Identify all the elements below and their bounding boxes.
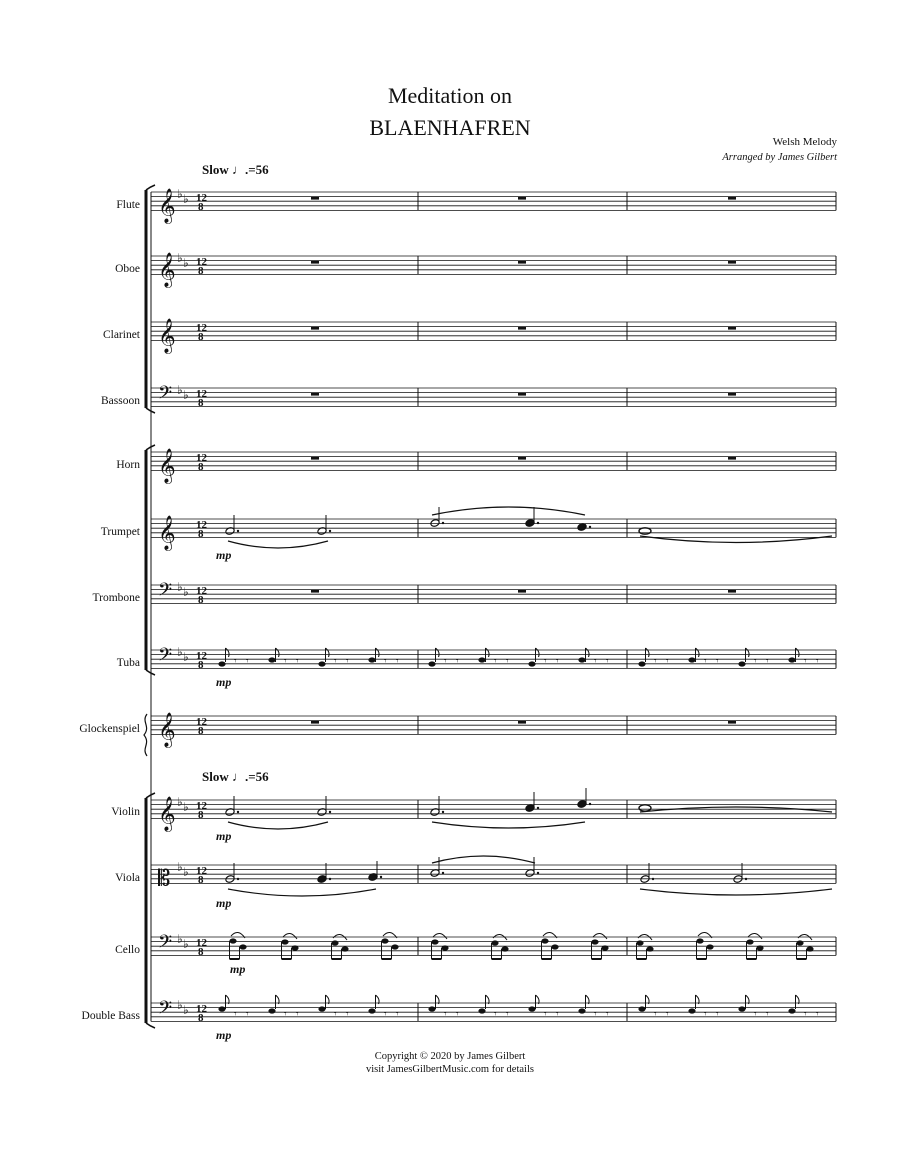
slur xyxy=(432,822,585,828)
flat-icon: ♭ xyxy=(177,580,183,594)
note-head xyxy=(796,940,803,945)
time-signature-top: 12 xyxy=(196,192,207,204)
eighth-rest-icon: 𝄾 xyxy=(384,656,387,667)
bass-clef-icon: 𝄢 xyxy=(158,383,173,408)
eighth-rest-icon: 𝄾 xyxy=(594,656,597,667)
augmentation-dot xyxy=(442,872,444,874)
augmentation-dot xyxy=(537,872,539,874)
whole-rest xyxy=(518,457,526,460)
note-head xyxy=(441,945,448,950)
eighth-rest-icon: 𝄾 xyxy=(716,656,719,667)
augmentation-dot xyxy=(537,522,539,524)
augmentation-dot xyxy=(652,878,654,880)
eighth-rest-icon: 𝄾 xyxy=(654,656,657,667)
time-signature-bottom: 8 xyxy=(198,461,204,473)
note-head xyxy=(788,1008,795,1013)
slur xyxy=(593,933,607,939)
note-head xyxy=(268,657,275,662)
note-flag xyxy=(486,648,490,657)
note-flag xyxy=(586,648,590,657)
note-head xyxy=(478,657,485,662)
flat-icon: ♭ xyxy=(183,585,189,599)
instrument-label-clarinet: Clarinet xyxy=(102,329,140,341)
note-head xyxy=(646,946,653,951)
note-head xyxy=(391,944,398,949)
eighth-rest-icon: 𝄾 xyxy=(396,1009,399,1020)
note-head xyxy=(331,940,338,945)
tempo-bpm: =56 xyxy=(248,162,269,177)
note-head xyxy=(341,946,348,951)
flat-icon: ♭ xyxy=(183,388,189,402)
tempo-label: Slow xyxy=(202,769,229,784)
eighth-rest-icon: 𝄾 xyxy=(766,656,769,667)
slur xyxy=(432,507,585,515)
eighth-rest-icon: 𝄾 xyxy=(296,1009,299,1020)
treble-clef-icon: 𝄞 xyxy=(158,448,176,484)
eighth-rest-icon: 𝄾 xyxy=(494,1009,497,1020)
augmentation-dot xyxy=(589,803,591,805)
time-signature-bottom: 8 xyxy=(198,201,204,213)
note-head xyxy=(756,945,763,950)
note-head xyxy=(268,1008,275,1013)
whole-rest xyxy=(311,457,319,460)
eighth-rest-icon: 𝄾 xyxy=(456,1009,459,1020)
eighth-rest-icon: 𝄾 xyxy=(556,1009,559,1020)
whole-rest xyxy=(518,261,526,264)
note-flag xyxy=(376,648,380,657)
treble-clef-icon: 𝄞 xyxy=(158,515,176,551)
flat-icon: ♭ xyxy=(177,645,183,659)
whole-rest xyxy=(518,327,526,330)
eighth-rest-icon: 𝄾 xyxy=(544,656,547,667)
time-signature-top: 12 xyxy=(196,1003,207,1015)
eighth-rest-icon: 𝄾 xyxy=(754,1009,757,1020)
note-flag xyxy=(796,648,800,657)
dynamic-mark: mp xyxy=(216,829,232,843)
bass-clef-icon: 𝄢 xyxy=(158,580,173,605)
time-signature-bottom: 8 xyxy=(198,946,204,958)
flat-icon: ♭ xyxy=(177,860,183,874)
note-head xyxy=(291,945,298,950)
augmentation-dot xyxy=(329,811,331,813)
instrument-label-trombone: Trombone xyxy=(92,592,140,604)
eighth-rest-icon: 𝄾 xyxy=(296,656,299,667)
note-head xyxy=(431,939,438,944)
note-head xyxy=(601,945,608,950)
slur xyxy=(228,541,328,548)
note-head xyxy=(368,1008,375,1013)
whole-rest xyxy=(728,261,736,264)
eighth-rest-icon: 𝄾 xyxy=(754,656,757,667)
augmentation-dot xyxy=(745,878,747,880)
time-signature-top: 12 xyxy=(196,865,207,877)
instrument-label-violin: Violin xyxy=(111,806,140,818)
flat-icon: ♭ xyxy=(177,187,183,201)
augmentation-dot xyxy=(237,878,239,880)
time-signature-bottom: 8 xyxy=(198,659,204,671)
eighth-rest-icon: 𝄾 xyxy=(346,656,349,667)
note-head xyxy=(541,938,548,943)
eighth-rest-icon: 𝄾 xyxy=(606,1009,609,1020)
eighth-rest-icon: 𝄾 xyxy=(234,656,237,667)
composer-credit: Welsh Melody xyxy=(772,136,837,148)
augmentation-dot xyxy=(237,530,239,532)
dynamic-mark: mp xyxy=(216,1028,232,1042)
note-head xyxy=(428,661,435,666)
flat-icon: ♭ xyxy=(177,932,183,946)
note-head xyxy=(578,657,585,662)
instrument-label-trumpet: Trumpet xyxy=(100,526,140,538)
eighth-rest-icon: 𝄾 xyxy=(444,1009,447,1020)
bracket-strings-bottom xyxy=(146,1023,155,1028)
slur xyxy=(640,536,832,543)
note-head xyxy=(738,1006,745,1011)
eighth-rest-icon: 𝄾 xyxy=(246,1009,249,1020)
eighth-rest-icon: 𝄾 xyxy=(334,656,337,667)
note-head xyxy=(746,939,753,944)
eighth-rest-icon: 𝄾 xyxy=(456,656,459,667)
flat-icon: ♭ xyxy=(183,1003,189,1017)
eighth-rest-icon: 𝄾 xyxy=(284,656,287,667)
augmentation-dot xyxy=(537,807,539,809)
time-signature-bottom: 8 xyxy=(198,1012,204,1024)
dynamic-mark: mp xyxy=(230,962,246,976)
whole-rest xyxy=(311,197,319,200)
flat-icon: ♭ xyxy=(183,937,189,951)
time-signature-top: 12 xyxy=(196,256,207,268)
note-flag xyxy=(646,648,650,657)
augmentation-dot xyxy=(589,526,591,528)
eighth-rest-icon: 𝄾 xyxy=(716,1009,719,1020)
eighth-rest-icon: 𝄾 xyxy=(606,656,609,667)
eighth-rest-icon: 𝄾 xyxy=(704,656,707,667)
time-signature-bottom: 8 xyxy=(198,725,204,737)
note-head xyxy=(218,1006,225,1011)
website-text: visit JamesGilbertMusic.com for details xyxy=(366,1064,534,1075)
footer xyxy=(0,1050,900,1076)
time-signature-top: 12 xyxy=(196,800,207,812)
instrument-label-horn: Horn xyxy=(116,459,140,471)
augmentation-dot xyxy=(329,878,331,880)
eighth-rest-icon: 𝄾 xyxy=(816,1009,819,1020)
eighth-rest-icon: 𝄾 xyxy=(284,1009,287,1020)
whole-rest xyxy=(728,197,736,200)
slur xyxy=(748,933,762,939)
arranger-credit: Arranged by James Gilbert xyxy=(722,152,837,163)
tempo-label: Slow xyxy=(202,162,229,177)
whole-rest xyxy=(311,261,319,264)
note-head xyxy=(806,946,813,951)
eighth-rest-icon: 𝄾 xyxy=(804,1009,807,1020)
instrument-label-bassoon: Bassoon xyxy=(101,395,140,407)
eighth-rest-icon: 𝄾 xyxy=(506,1009,509,1020)
time-signature-top: 12 xyxy=(196,519,207,531)
time-signature-top: 12 xyxy=(196,650,207,662)
eighth-rest-icon: 𝄾 xyxy=(816,656,819,667)
eighth-rest-icon: 𝄾 xyxy=(494,656,497,667)
flat-icon: ♭ xyxy=(177,251,183,265)
whole-rest xyxy=(311,393,319,396)
flat-icon: ♭ xyxy=(183,800,189,814)
note-flag xyxy=(226,648,230,657)
eighth-rest-icon: 𝄾 xyxy=(234,1009,237,1020)
time-signature-top: 12 xyxy=(196,585,207,597)
time-signature-top: 12 xyxy=(196,322,207,334)
eighth-rest-icon: 𝄾 xyxy=(444,656,447,667)
note-head xyxy=(578,1008,585,1013)
note-head xyxy=(638,1006,645,1011)
instrument-label-viola: Viola xyxy=(115,872,140,884)
note-head xyxy=(491,940,498,945)
slur xyxy=(433,933,447,939)
eighth-rest-icon: 𝄾 xyxy=(396,656,399,667)
note-head xyxy=(528,661,535,666)
flat-icon: ♭ xyxy=(183,650,189,664)
time-signature-top: 12 xyxy=(196,452,207,464)
flat-icon: ♭ xyxy=(183,256,189,270)
slur xyxy=(228,889,376,896)
bass-clef-icon: 𝄢 xyxy=(158,932,173,957)
instrument-label-flute: Flute xyxy=(116,199,140,211)
alto-clef-icon: 𝄡 xyxy=(158,866,171,892)
treble-clef-icon: 𝄞 xyxy=(158,252,176,288)
note-head xyxy=(368,657,375,662)
whole-rest xyxy=(311,590,319,593)
note-flag xyxy=(746,648,750,657)
bass-clef-icon: 𝄢 xyxy=(158,998,173,1023)
eighth-rest-icon: 𝄾 xyxy=(766,1009,769,1020)
whole-rest xyxy=(728,721,736,724)
whole-rest xyxy=(518,393,526,396)
dynamic-mark: mp xyxy=(216,896,232,910)
augmentation-dot xyxy=(237,811,239,813)
note-head xyxy=(551,944,558,949)
note-head xyxy=(696,938,703,943)
note-head xyxy=(218,661,225,666)
time-signature-top: 12 xyxy=(196,716,207,728)
eighth-rest-icon: 𝄾 xyxy=(704,1009,707,1020)
eighth-rest-icon: 𝄾 xyxy=(506,656,509,667)
time-signature-bottom: 8 xyxy=(198,265,204,277)
glockenspiel-brace xyxy=(144,714,147,756)
note-head xyxy=(281,939,288,944)
flat-icon: ♭ xyxy=(177,383,183,397)
whole-rest xyxy=(311,327,319,330)
dotted-quarter-icon: ♩. xyxy=(231,162,249,177)
time-signature-bottom: 8 xyxy=(198,331,204,343)
copyright-text: Copyright © 2020 by James Gilbert xyxy=(374,1051,526,1062)
time-signature-bottom: 8 xyxy=(198,594,204,606)
note-flag xyxy=(276,648,280,657)
whole-rest xyxy=(728,393,736,396)
time-signature-bottom: 8 xyxy=(198,397,204,409)
note-head xyxy=(591,939,598,944)
augmentation-dot xyxy=(329,530,331,532)
note-head xyxy=(738,661,745,666)
treble-clef-icon: 𝄞 xyxy=(158,712,176,748)
flat-icon: ♭ xyxy=(177,998,183,1012)
augmentation-dot xyxy=(442,522,444,524)
note-head xyxy=(706,944,713,949)
note-head xyxy=(788,657,795,662)
dynamic-mark: mp xyxy=(216,548,232,562)
note-head xyxy=(501,946,508,951)
eighth-rest-icon: 𝄾 xyxy=(384,1009,387,1020)
instrument-label-glockenspiel: Glockenspiel xyxy=(79,723,140,735)
slur xyxy=(228,822,328,829)
slur xyxy=(432,856,535,863)
whole-rest xyxy=(518,197,526,200)
time-signature-bottom: 8 xyxy=(198,528,204,540)
augmentation-dot xyxy=(442,811,444,813)
eighth-rest-icon: 𝄾 xyxy=(334,1009,337,1020)
slur xyxy=(640,889,832,895)
instrument-label-cello: Cello xyxy=(115,944,140,956)
augmentation-dot xyxy=(380,876,382,878)
dotted-quarter-icon: ♩. xyxy=(231,769,249,784)
treble-clef-icon: 𝄞 xyxy=(158,188,176,224)
slur xyxy=(283,933,297,939)
whole-rest xyxy=(728,327,736,330)
instrument-label-oboe: Oboe xyxy=(115,263,140,275)
eighth-rest-icon: 𝄾 xyxy=(346,1009,349,1020)
eighth-rest-icon: 𝄾 xyxy=(666,656,669,667)
note-head xyxy=(478,1008,485,1013)
whole-rest xyxy=(728,457,736,460)
eighth-rest-icon: 𝄾 xyxy=(556,656,559,667)
note-head xyxy=(688,1008,695,1013)
whole-note xyxy=(639,805,651,811)
flat-icon: ♭ xyxy=(177,795,183,809)
title-line-2: BLAENHAFREN xyxy=(369,115,531,140)
eighth-rest-icon: 𝄾 xyxy=(544,1009,547,1020)
time-signature-bottom: 8 xyxy=(198,809,204,821)
flat-icon: ♭ xyxy=(183,865,189,879)
eighth-rest-icon: 𝄾 xyxy=(594,1009,597,1020)
note-head xyxy=(638,661,645,666)
bracket-woodwinds-top xyxy=(146,185,155,190)
bass-clef-icon: 𝄢 xyxy=(158,645,173,670)
dynamic-mark: mp xyxy=(216,675,232,689)
note-head xyxy=(229,938,236,943)
time-signature-top: 12 xyxy=(196,937,207,949)
note-head xyxy=(636,940,643,945)
note-head xyxy=(318,1006,325,1011)
eighth-rest-icon: 𝄾 xyxy=(804,656,807,667)
eighth-rest-icon: 𝄾 xyxy=(654,1009,657,1020)
note-flag xyxy=(536,648,540,657)
treble-clef-icon: 𝄞 xyxy=(158,796,176,832)
note-head xyxy=(318,661,325,666)
eighth-rest-icon: 𝄾 xyxy=(246,656,249,667)
note-flag xyxy=(696,648,700,657)
note-head xyxy=(428,1006,435,1011)
note-head xyxy=(381,938,388,943)
title-line-1: Meditation on xyxy=(387,83,513,108)
note-head xyxy=(239,944,246,949)
note-head xyxy=(528,1006,535,1011)
time-signature-top: 12 xyxy=(196,388,207,400)
instrument-label-double-bass: Double Bass xyxy=(81,1010,140,1022)
treble-clef-icon: 𝄞 xyxy=(158,318,176,354)
note-flag xyxy=(326,648,330,657)
whole-rest xyxy=(518,590,526,593)
whole-rest xyxy=(518,721,526,724)
whole-rest xyxy=(728,590,736,593)
note-flag xyxy=(436,648,440,657)
time-signature-bottom: 8 xyxy=(198,874,204,886)
tempo-bpm: =56 xyxy=(248,769,269,784)
note-head xyxy=(688,657,695,662)
whole-note xyxy=(639,528,651,534)
eighth-rest-icon: 𝄾 xyxy=(666,1009,669,1020)
flat-icon: ♭ xyxy=(183,192,189,206)
whole-rest xyxy=(311,721,319,724)
instrument-label-tuba: Tuba xyxy=(116,657,140,669)
